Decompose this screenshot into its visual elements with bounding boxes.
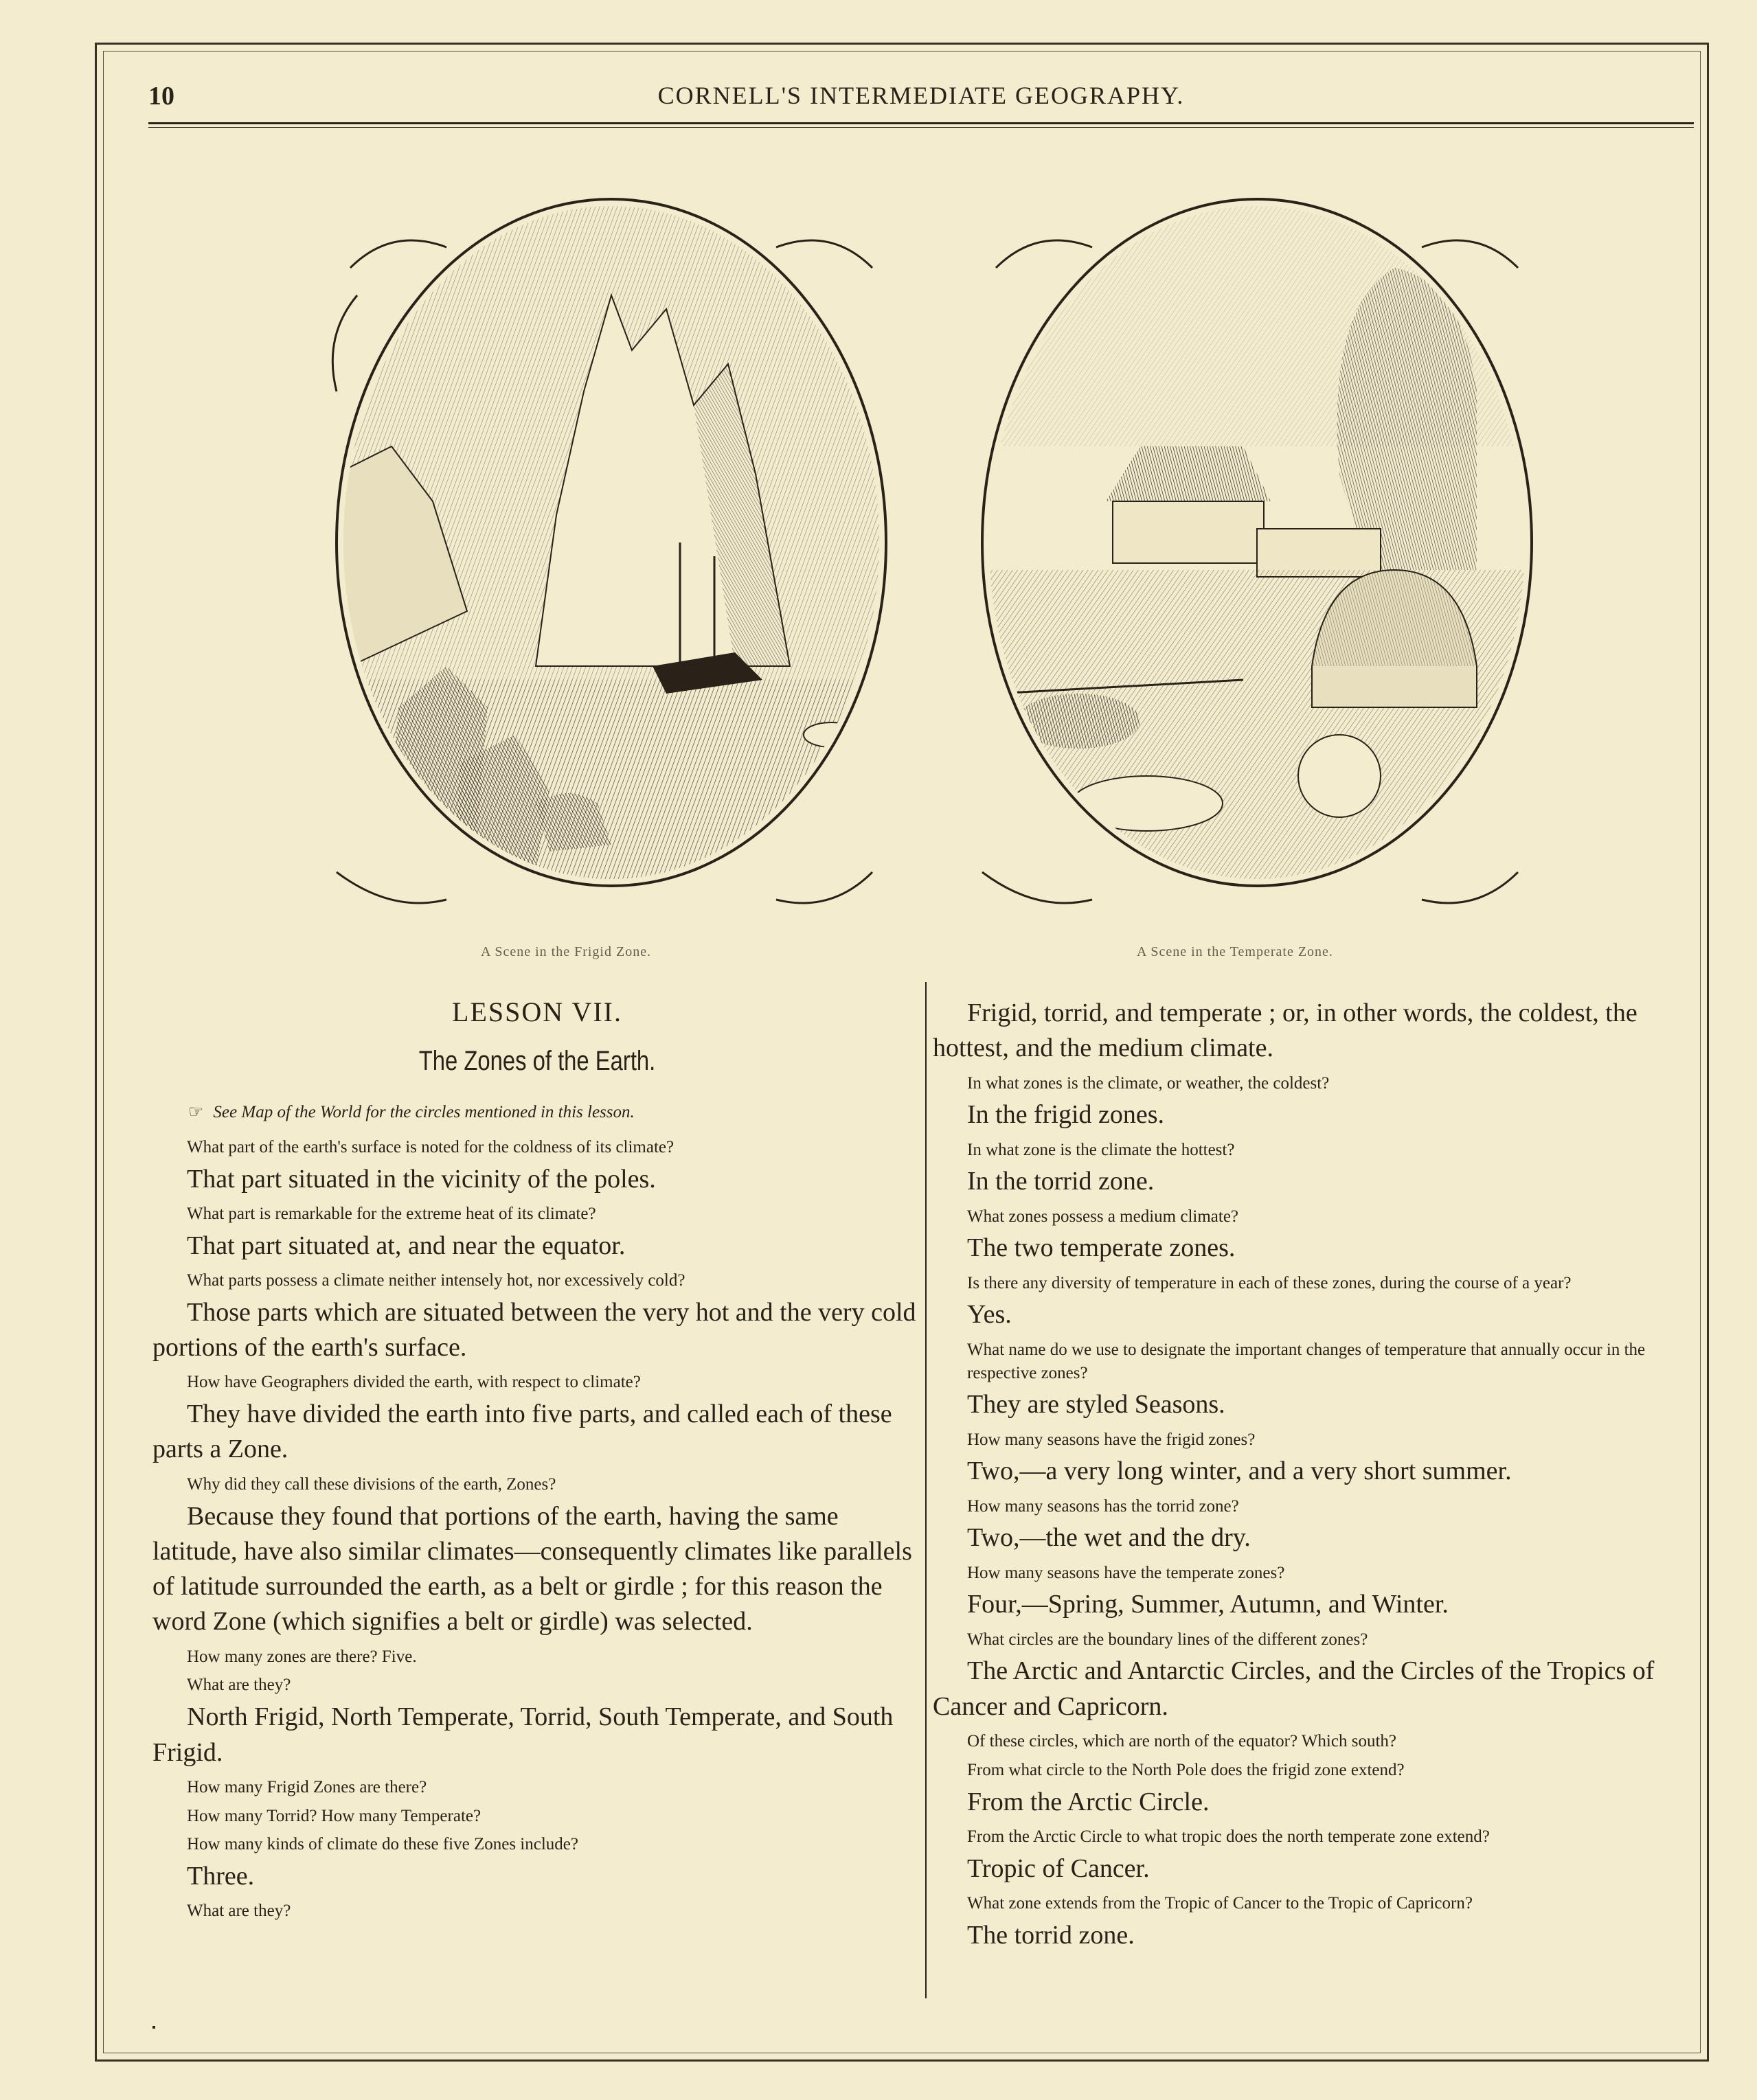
answer-text: In the frigid zones. <box>967 1100 1165 1130</box>
running-title: CORNELL'S INTERMEDIATE GEOGRAPHY. <box>657 82 1185 109</box>
answer-text: Yes. <box>967 1300 1012 1329</box>
question-text: How many Frigid Zones are there? <box>187 1777 427 1796</box>
question-text: How many kinds of climate do these five Zones include? <box>187 1835 578 1854</box>
answer-text: Because they found that portions of the earth, having the same latitude, have also similar climates—consequently climates like parallels of latitude surrounded the earth, as a belt or girdle ; for this reason the word Zone (which signifies a belt or girdle) was selected. <box>152 1501 912 1636</box>
answer-text: The two temperate zones. <box>967 1233 1236 1263</box>
answer-text: They are styled Seasons. <box>967 1390 1225 1419</box>
frigid-zone-illustration <box>309 185 914 927</box>
answer-text: The Arctic and Antarctic Circles, and the Circles of the Tropics of Cancer and Capricorn. <box>933 1656 1655 1721</box>
column-divider <box>925 982 927 1998</box>
question-text: In what zone is the climate the hottest? <box>967 1140 1235 1159</box>
temperate-zone-illustration <box>955 185 1559 927</box>
answer-text: In the torrid zone. <box>967 1167 1155 1196</box>
question-text: How many zones are there? Five. <box>187 1647 417 1666</box>
answer-text: The torrid zone. <box>967 1920 1135 1950</box>
question-text: What part is remarkable for the extreme heat of its climate? <box>187 1205 596 1224</box>
question-text: How many seasons have the temperate zones? <box>967 1563 1285 1582</box>
question-text: From the Arctic Circle to what tropic does the north temperate zone extend? <box>967 1827 1490 1846</box>
lesson-number: LESSON VII. <box>452 996 622 1027</box>
left-column <box>152 996 922 1926</box>
question-text: What zones possess a medium climate? <box>967 1207 1239 1226</box>
question-text: From what circle to the North Pole does the frigid zone extend? <box>967 1760 1405 1779</box>
question-text: What circles are the boundary lines of the different zones? <box>967 1630 1368 1649</box>
question-text: What zone extends from the Tropic of Cancer to the Tropic of Capricorn? <box>967 1893 1473 1913</box>
header-rule <box>148 122 1694 128</box>
running-head <box>148 74 1694 122</box>
question-text: Of these circles, which are north of the equator? Which south? <box>967 1732 1396 1751</box>
question-text: How many seasons have the frigid zones? <box>967 1430 1256 1449</box>
page-mark <box>152 2026 155 2029</box>
question-text: What are they? <box>187 1676 291 1695</box>
answer-text: From the Arctic Circle. <box>967 1787 1210 1816</box>
answer-text: North Frigid, North Temperate, Torrid, South Temperate, and South Frigid. <box>152 1702 894 1767</box>
question-text: How many Torrid? How many Temperate? <box>187 1806 481 1825</box>
question-text: What name do we use to designate the important changes of temperature that annually occur in the respective zones? <box>967 1340 1646 1382</box>
question-text: What are they? <box>187 1902 291 1921</box>
answer-text: Frigid, torrid, and temperate ; or, in other words, the coldest, the hottest, and the medium climate. <box>933 998 1637 1063</box>
question-text: How have Geographers divided the earth, with respect to climate? <box>187 1373 641 1392</box>
answer-text: Those parts which are situated between the very hot and the very cold portions of the earth's surface. <box>152 1297 916 1362</box>
right-column <box>933 996 1702 1959</box>
lesson-note-text: See Map of the World for the circles mentioned in this lesson. <box>213 1103 635 1121</box>
frigid-zone-caption: A Scene in the Frigid Zone. <box>481 944 652 959</box>
question-text: What part of the earth's surface is noted for the coldness of its climate? <box>187 1138 675 1156</box>
lesson-note <box>188 1102 922 1122</box>
answer-text: Four,—Spring, Summer, Autumn, and Winter. <box>967 1590 1449 1619</box>
answer-text: They have divided the earth into five parts, and called each of these parts a Zone. <box>152 1400 892 1464</box>
answer-text: Three. <box>187 1862 255 1891</box>
question-text: In what zones is the climate, or weather, the coldest? <box>967 1073 1330 1093</box>
lesson-title: The Zones of the Earth. <box>418 1046 656 1076</box>
answer-text: That part situated at, and near the equator. <box>187 1231 626 1260</box>
question-text: Why did they call these divisions of the earth, Zones? <box>187 1474 556 1494</box>
left-qa-list <box>152 1136 922 1923</box>
pointing-hand-icon: ☞ <box>188 1103 204 1121</box>
answer-text: Two,—a very long winter, and a very short summer. <box>967 1457 1512 1486</box>
answer-text: That part situated in the vicinity of the poles. <box>187 1164 656 1194</box>
answer-text: Tropic of Cancer. <box>967 1853 1150 1883</box>
question-text: Is there any diversity of temperature in each of these zones, during the course of a year? <box>967 1273 1572 1292</box>
question-text: What parts possess a climate neither intensely hot, nor excessively cold? <box>187 1271 685 1290</box>
temperate-zone-caption: A Scene in the Temperate Zone. <box>1137 944 1333 959</box>
right-qa-list <box>933 996 1702 1953</box>
question-text: How many seasons has the torrid zone? <box>967 1496 1239 1516</box>
page-number: 10 <box>148 82 174 111</box>
answer-text: Two,—the wet and the dry. <box>967 1523 1251 1553</box>
